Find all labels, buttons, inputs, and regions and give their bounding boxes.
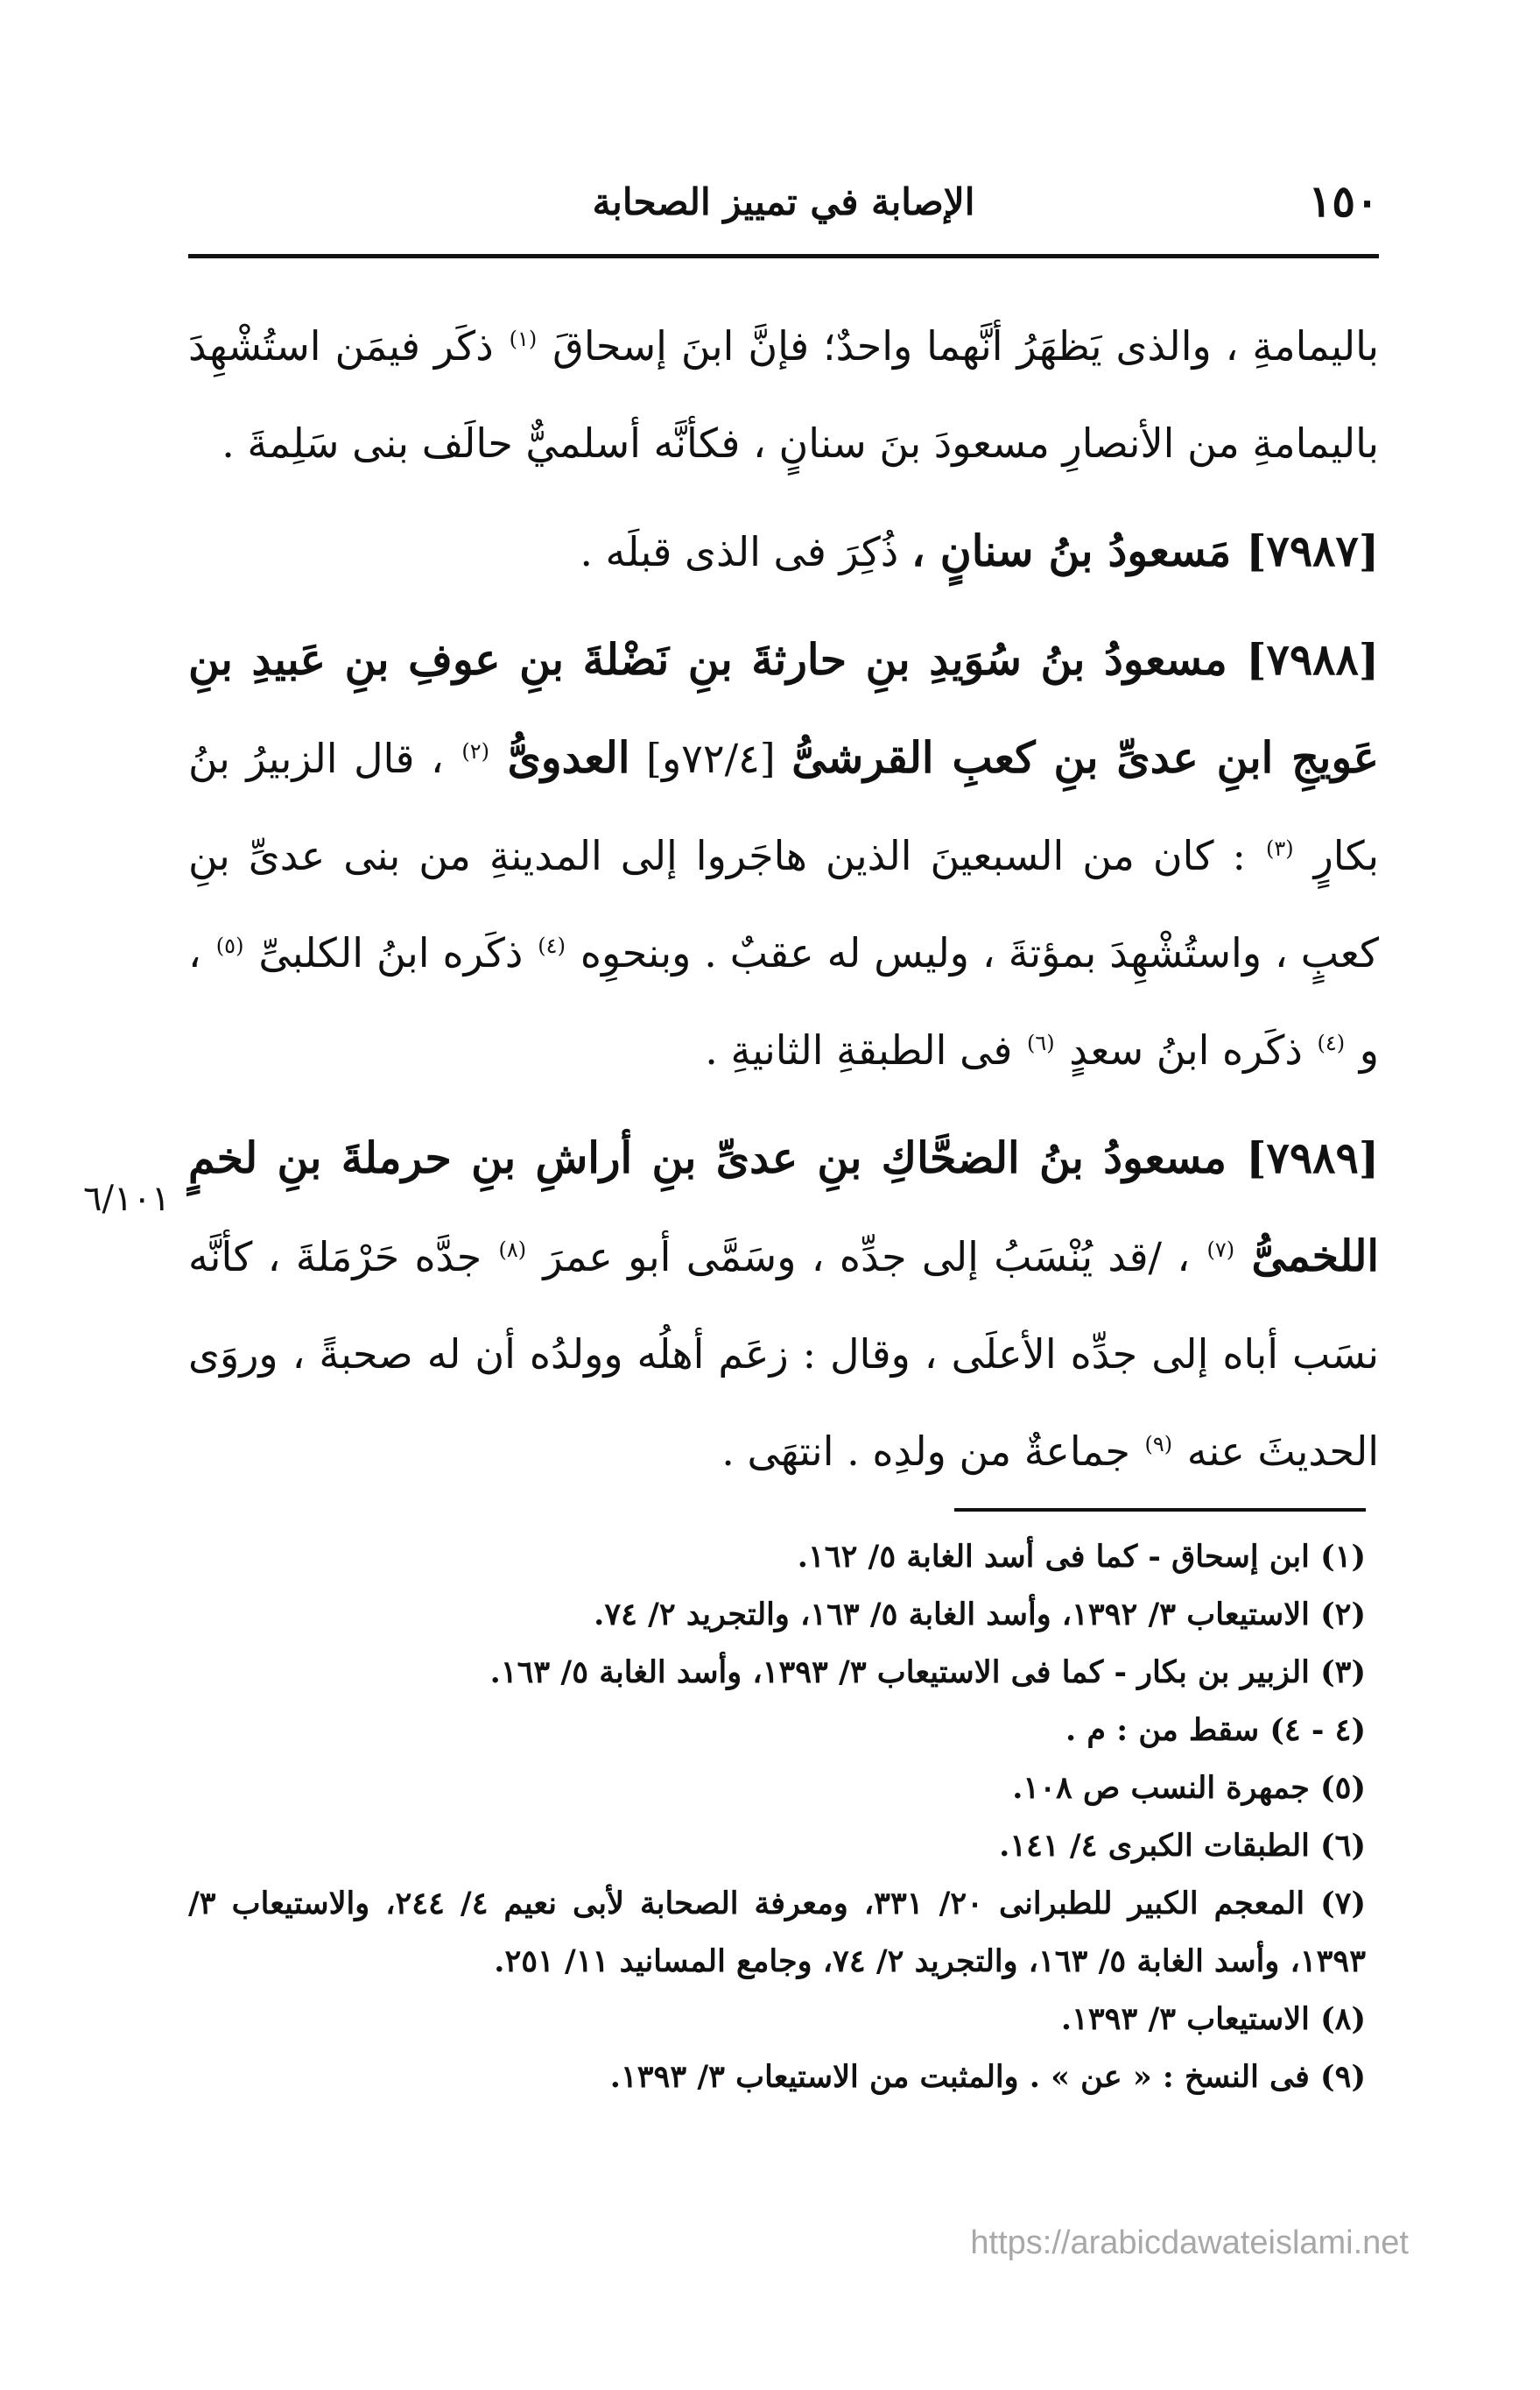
footnotes bbox=[188, 1528, 1366, 2106]
footnote-marker: (٤) bbox=[1317, 1030, 1346, 1055]
text-run: ذكَر فيمَن استُشْهِدَ باليمامةِ من الأنصارِ مسعودَ بنَ سنانٍ ، فكأنَّه أسلميٌّ حالَف بنى سَلِمةَ . bbox=[188, 322, 1379, 467]
footnote: (٥) جمهرة النسب ص ١٠٨. bbox=[1012, 1770, 1366, 1806]
footnote-marker: (٨) bbox=[498, 1237, 527, 1262]
header-rule bbox=[188, 254, 1379, 258]
footnote: (٨) الاستيعاب ٣/ ١٣٩٣. bbox=[1060, 2001, 1366, 2037]
entry-7989 bbox=[188, 1110, 1379, 1500]
entry-heading: [٧٩٨٧] مَسعودُ بنُ سنانٍ ، bbox=[911, 525, 1379, 576]
text-run: باليمامةِ ، والذى يَظهَرُ أنَّهما واحدٌ؛ فإنَّ ابنَ إسحاقَ bbox=[552, 322, 1379, 370]
text-run: ذكَره ابنُ الكلبىِّ bbox=[258, 929, 524, 976]
watermark-url: https://arabicdawateislami.net bbox=[970, 2224, 1409, 2261]
entry-heading: [٧٩٨٨] مسعودُ بنُ سُوَيدِ بنِ حارثةَ بنِ نَضْلةَ بنِ عوفِ بنِ عَبيدِ بنِ عَويجِ ابنِ عدىِّ بنِ كعبِ القرشىُّ bbox=[188, 634, 1379, 783]
footnote-marker: (٤) bbox=[538, 933, 566, 958]
margin-note: ٦/١٠١ bbox=[83, 1179, 171, 1219]
entry-heading: [٧٩٨٩] مسعودُ بنُ الضحَّاكِ بنِ عدىِّ بنِ أراشِ بنِ حرملةَ بنِ لخمٍ اللخمىُّ bbox=[188, 1132, 1380, 1281]
footnote-marker: (٢) bbox=[461, 738, 490, 764]
footnote-marker: (٩) bbox=[1144, 1431, 1173, 1456]
footnote: (١) ابن إسحاق - كما فى أسد الغابة ٥/ ١٦٢. bbox=[797, 1539, 1366, 1575]
page-number: ١٥٠ bbox=[1308, 175, 1379, 227]
main-text bbox=[188, 298, 1379, 1511]
footnote-marker: (٧) bbox=[1206, 1237, 1235, 1262]
footnote-marker: (٥) bbox=[215, 933, 244, 958]
text-run: فى الطبقةِ الثانيةِ . bbox=[705, 1026, 1013, 1074]
entry-heading-nisba: العدوىُّ bbox=[507, 732, 630, 783]
entry-7987 bbox=[188, 503, 1379, 601]
page-header bbox=[188, 175, 1379, 236]
text-run: ذكَره ابنُ سعدٍ bbox=[1069, 1026, 1303, 1074]
text-run: ، /قد يُنْسَبُ إلى جدِّه ، وسَمَّى أبو عمرَ bbox=[543, 1233, 1191, 1280]
footnote: (٣) الزبير بن بكار - كما فى الاستيعاب ٣/ ١٣٩٣، وأسد الغابة ٥/ ١٦٣. bbox=[489, 1654, 1366, 1690]
footnote-rule bbox=[954, 1508, 1366, 1512]
text-run: جماعةٌ من ولدِه . انتهَى . bbox=[721, 1428, 1130, 1475]
footnote: (٩) فى النسخ : « عن » . والمثبت من الاستيعاب ٣/ ١٣٩٣. bbox=[609, 2059, 1366, 2095]
text-run: ، و bbox=[188, 929, 1379, 1074]
text-run: جدَّه حَرْمَلةَ ، كأنَّه نسَب أباه إلى جدِّه الأعلَى ، وقال : زعَم أهلُه وولدُه أن له صحبةً ، وروَى الحديثَ عنه bbox=[188, 1233, 1379, 1475]
footnote: (٢) الاستيعاب ٣/ ١٣٩٢، وأسد الغابة ٥/ ١٦٣، والتجريد ٢/ ٧٤. bbox=[594, 1597, 1366, 1632]
text-run: ذُكِرَ فى الذى قبلَه . bbox=[580, 528, 899, 575]
running-title: الإصابة في تمييز الصحابة bbox=[592, 180, 975, 223]
paragraph-continuation bbox=[188, 298, 1379, 492]
manuscript-ref: [٧٢/٤و] bbox=[646, 735, 776, 782]
footnote: (٧) المعجم الكبير للطبرانى ٢٠/ ٣٣١، ومعرفة الصحابة لأبى نعيم ٤/ ٢٤٤، والاستيعاب ٣/ ١٣٩٣، وأسد الغابة ٥/ ١٦٣، والتجريد ٢/ ٧٤، وجامع المسانيد ١١/ ٢٥١. bbox=[188, 1886, 1367, 1979]
text-run: : كان من السبعينَ الذين هاجَروا إلى المدينةِ من بنى عدىِّ بنِ كعبٍ ، واستُشْهِدَ بمؤتةَ ، وليس له عقبٌ . وبنحوِه bbox=[188, 832, 1380, 976]
text-run: ، قال الزبيرُ بنُ بكارٍ bbox=[188, 735, 1379, 879]
footnote-marker: (٦) bbox=[1027, 1030, 1055, 1055]
footnote-marker: (١) bbox=[509, 326, 538, 351]
footnote: (٤ - ٤) سقط من : م . bbox=[1065, 1712, 1366, 1748]
footnote-marker: (٣) bbox=[1265, 835, 1294, 861]
footnote: (٦) الطبقات الكبرى ٤/ ١٤١. bbox=[999, 1828, 1366, 1864]
entry-7988 bbox=[188, 611, 1379, 1099]
